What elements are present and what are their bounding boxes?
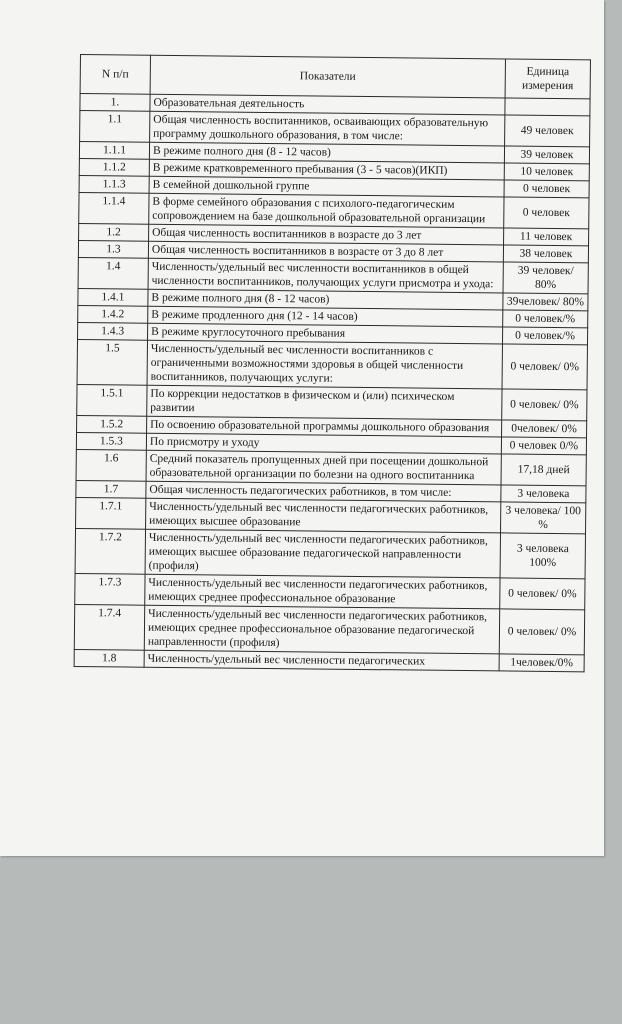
row-unit: 0 человек/% [503,310,588,328]
row-indicator: По коррекции недостатков в физическом и (или) психическом развитии [147,385,502,420]
row-number: 1.7.1 [76,497,146,529]
row-number: 1.1.2 [79,158,149,176]
row-indicator: В режиме кратковременного пребывания (3 - 5 часов)(ИКП) [149,159,504,180]
row-number: 1.1.3 [79,175,149,193]
row-unit: 0 человек/ 0% [500,578,585,610]
row-unit: 0 человек/% [502,327,587,345]
row-number: 1.7 [76,480,146,498]
header-unit: Единица измерения [505,59,590,99]
row-indicator: Численность/удельный вес численности воспитанников в общей численности воспитанников, получающих услуги присмотра и ухода: [148,258,503,293]
row-unit: 0 человек [504,180,589,198]
row-unit [505,98,590,116]
row-number: 1.5 [77,339,147,385]
row-indicator: В режиме полного дня (8 - 12 часов) [149,142,504,163]
row-indicator: В семейной дошкольной группе [149,176,504,197]
row-number: 1.5.2 [77,415,147,433]
row-indicator: Общая численность педагогических работников, в том числе: [146,481,501,502]
row-indicator: В режиме круглосуточного пребывания [148,323,503,344]
row-number: 1.7.4 [74,604,144,650]
row-number: 1.4.1 [78,288,148,306]
row-unit: 17,18 дней [501,454,586,486]
table-row [77,339,587,389]
row-number: 1.1.4 [79,192,149,224]
row-unit: 3 человека/ 100 % [501,502,586,534]
row-number: 1. [80,94,150,112]
table-header-row [80,55,590,99]
table-row [74,604,584,654]
row-number: 1.7.2 [75,528,145,574]
header-num: N п/п [80,55,150,95]
row-unit: 0 человек/ 0% [502,344,587,390]
row-number: 1.2 [79,223,149,241]
row-indicator: В режиме продленного дня (12 - 14 часов) [148,306,503,327]
row-number: 1.8 [74,649,144,667]
row-number: 1.5.1 [77,384,147,416]
row-number: 1.4.2 [78,305,148,323]
row-unit: 0 человек 0/% [501,437,586,455]
row-number: 1.6 [76,449,146,481]
row-unit: 3 человека 100% [500,533,585,579]
row-unit: 49 человек [505,115,590,147]
row-number: 1.4 [78,257,148,289]
row-indicator: Численность/удельный вес численности педагогических работников, имеющих среднее профессиональное образование [145,574,500,609]
row-indicator: Общая численность воспитанников в возрасте от 3 до 8 лет [148,241,503,262]
row-indicator: Численность/удельный вес численности педагогических работников, имеющих среднее профессиональное образование педагогической направленности (профиля) [144,605,499,654]
row-unit: 39человек/ 80% [503,293,588,311]
row-number: 1.1.1 [79,142,149,160]
row-number: 1.7.3 [75,573,145,605]
row-indicator: Численность/удельный вес численности педагогических [144,650,499,671]
row-number: 1.3 [78,240,148,258]
indicators-table [74,54,591,672]
row-number: 1.1 [80,111,150,143]
row-indicator: Численность/удельный вес численности педагогических работников, имеющих высшее образование [146,498,501,533]
row-indicator: Общая численность воспитанников, осваивающих образовательную программу дошкольного образования, в том числе: [150,111,505,146]
row-unit: 39 человек [504,146,589,164]
row-unit: 39 человек/ 80% [503,262,588,294]
table-row [75,528,585,578]
row-unit: 0 человек/ 0% [499,609,584,655]
row-unit: 0 человек [504,197,589,229]
row-number: 1.5.3 [76,432,146,450]
row-indicator: Образовательная деятельность [150,94,505,115]
header-indicator: Показатели [150,55,505,98]
row-indicator: По освоению образовательной программы дошкольного образования [147,416,502,437]
row-unit: 0человек/ 0% [502,420,587,438]
row-indicator: Численность/удельный вес численности педагогических работников, имеющих высшее образование педагогической направленности (профиля) [145,529,500,578]
row-unit: 11 человек [504,228,589,246]
row-indicator: Общая численность воспитанников в возрасте до 3 лет [149,224,504,245]
row-indicator: По присмотру и уходу [146,433,501,454]
row-unit: 10 человек [504,163,589,181]
row-indicator: Средний показатель пропущенных дней при посещении дошкольной образовательной организации по болезни на одного воспитанника [146,450,501,485]
row-indicator: Численность/удельный вес численности воспитанников с ограниченными возможностями здоровья в общей численности воспитанников, получающих услуги: [147,340,502,389]
table-body [74,94,590,672]
row-unit: 3 человека [501,485,586,503]
row-number: 1.4.3 [78,322,148,340]
row-unit: 0 человек/ 0% [502,389,587,421]
row-unit: 38 человек [503,245,588,263]
row-unit: 1человек/0% [499,654,584,672]
row-indicator: В форме семейного образования с психолого-педагогическим сопровождением на базе дошкольной образовательной организации [149,193,504,228]
row-indicator: В режиме полного дня (8 - 12 часов) [148,289,503,310]
